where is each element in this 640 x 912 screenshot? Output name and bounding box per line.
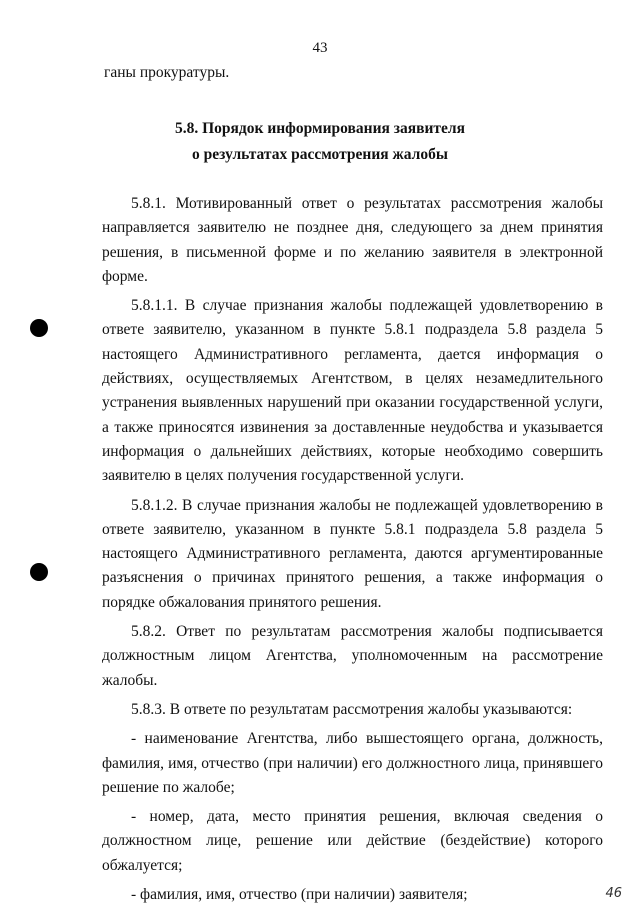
paragraph-5-8-1: 5.8.1. Мотивированный ответ о результатах рассмотрения жалобы направляется заявителю не позднее дня, следующего за днем принятия решения, в письменной форме и по желанию заявителя в электронной форме. bbox=[102, 195, 603, 285]
page-number: 43 bbox=[312, 40, 328, 56]
paragraph-5-8-2: 5.8.2. Ответ по результатам рассмотрения жалобы подписывается должностным лицом Агентства, уполномоченным на рассмотрение жалобы. bbox=[102, 623, 603, 689]
punch-hole-icon bbox=[30, 319, 48, 337]
section-heading bbox=[0, 116, 640, 168]
paragraph-5-8-3: 5.8.3. В ответе по результатам рассмотрения жалобы указываются: bbox=[131, 700, 573, 718]
section-heading-line-1: 5.8. Порядок информирования заявителя bbox=[174, 120, 465, 137]
handwritten-sheet-number: 46 bbox=[605, 886, 622, 901]
section-heading-line-2: о результатах рассмотрения жалобы bbox=[192, 146, 448, 163]
list-item-decision-number: - номер, дата, место принятия решения, включая сведения о должностном лице, решение или действие (бездействие) которого обжалуется; bbox=[102, 808, 603, 874]
punch-hole-icon bbox=[30, 563, 48, 581]
list-item-agency-name: - наименование Агентства, либо вышестоящего органа, должность, фамилия, имя, отчество (при наличии) его должностного лица, принявшего решение по жалобе; bbox=[102, 730, 603, 796]
body-text bbox=[102, 192, 603, 912]
list-item-applicant-name: - фамилия, имя, отчество (при наличии) заявителя; bbox=[131, 886, 468, 904]
carry-over-line: ганы прокуратуры. bbox=[104, 64, 230, 81]
paragraph-5-8-1-1: 5.8.1.1. В случае признания жалобы подлежащей удовлетворению в ответе заявителю, указанном в пункте 5.8.1 подраздела 5.8 раздела 5 настоящего Административного регламента, дается информация о действиях, осуществляемых Агентством, в целях незамедлительного устранения выявленных нарушений при оказании государственной услуги, а также приносятся извинения за доставленные неудобства и указывается информация о дальнейших действиях, которые необходимо совершить заявителю в целях получения государственной услуги. bbox=[102, 297, 603, 485]
paragraph-5-8-1-2: 5.8.1.2. В случае признания жалобы не подлежащей удовлетворению в ответе заявителю, указанном в пункте 5.8.1 подраздела 5.8 раздела 5 настоящего Административного регламента, даются аргументированные разъяснения о причинах принятого решения, а также информация о порядке обжалования принятого решения. bbox=[102, 496, 603, 611]
